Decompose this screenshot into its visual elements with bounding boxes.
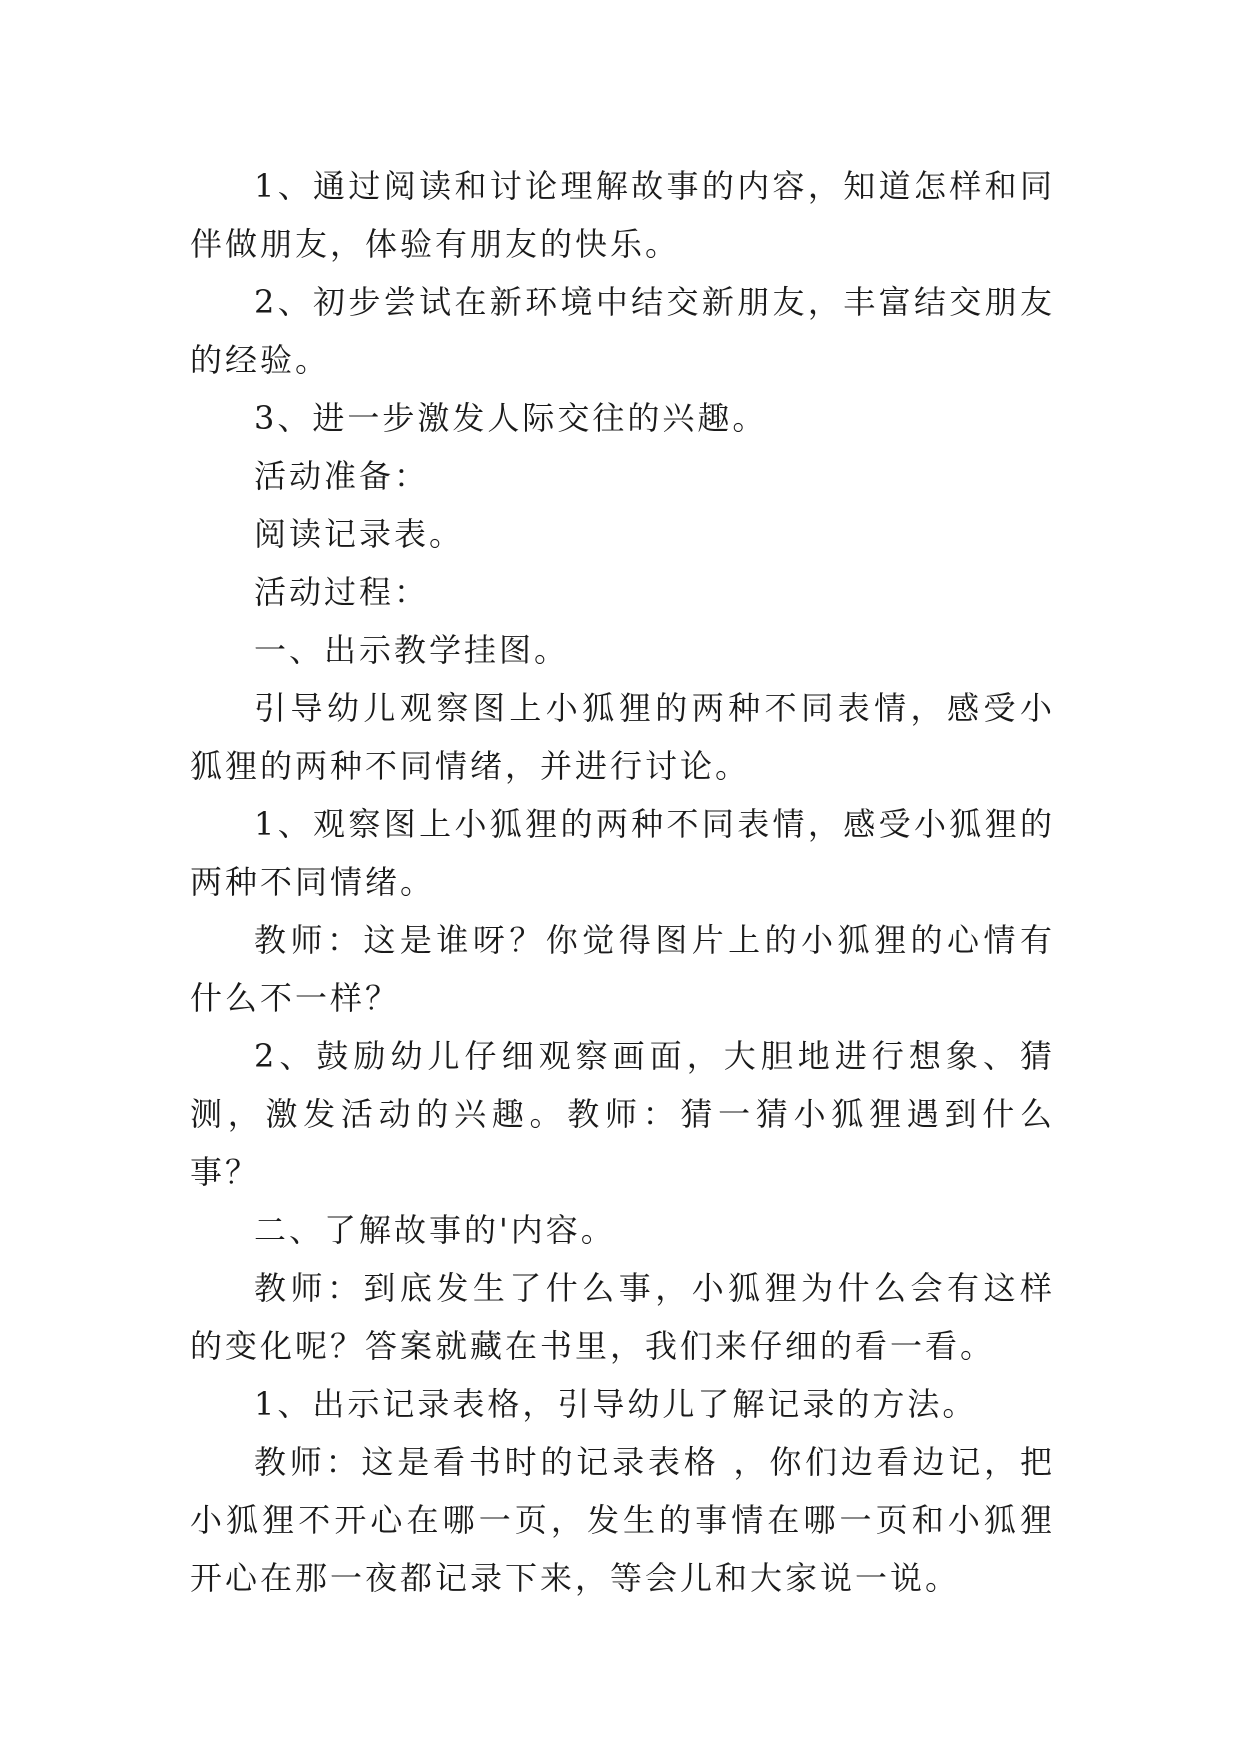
heading-process: 活动过程：	[254, 573, 430, 611]
paragraph-step-2-item-1: 1、出示记录表格，引导幼儿了解记录的方法。	[254, 1385, 978, 1423]
heading-preparation: 活动准备：	[254, 457, 430, 495]
paragraph-goal-3: 3、进一步激发人际交往的兴趣。	[254, 399, 768, 437]
heading-step-1: 一、出示教学挂图。	[254, 631, 570, 669]
paragraph-teacher-question-2: 教师：到底发生了什么事，小狐狸为什么会有这样的变化呢？答案就藏在书里，我们来仔细的看一看。	[190, 1269, 1055, 1365]
paragraph-goal-1: 1、通过阅读和讨论理解故事的内容，知道怎样和同伴做朋友，体验有朋友的快乐。	[190, 167, 1055, 263]
paragraph-step-1-intro: 引导幼儿观察图上小狐狸的两种不同表情，感受小狐狸的两种不同情绪，并进行讨论。	[190, 689, 1055, 785]
paragraph-preparation: 阅读记录表。	[254, 515, 465, 553]
paragraph-goal-2: 2、初步尝试在新环境中结交新朋友，丰富结交朋友的经验。	[190, 283, 1055, 379]
paragraph-teacher-instruction: 教师：这是看书时的记录表格 ，你们边看边记，把小狐狸不开心在哪一页，发生的事情在哪一页和小狐狸开心在那一夜都记录下来，等会儿和大家说一说。	[190, 1443, 1055, 1597]
document-body	[190, 157, 1055, 1607]
paragraph-teacher-question-1: 教师：这是谁呀？你觉得图片上的小狐狸的心情有什么不一样？	[190, 921, 1055, 1017]
heading-step-2: 二、了解故事的'内容。	[254, 1211, 616, 1249]
paragraph-step-1-item-2: 2、鼓励幼儿仔细观察画面，大胆地进行想象、猜测，激发活动的兴趣。教师：猜一猜小狐狸遇到什么事？	[190, 1037, 1055, 1191]
paragraph-step-1-item-1: 1、观察图上小狐狸的两种不同表情，感受小狐狸的两种不同情绪。	[190, 805, 1055, 901]
